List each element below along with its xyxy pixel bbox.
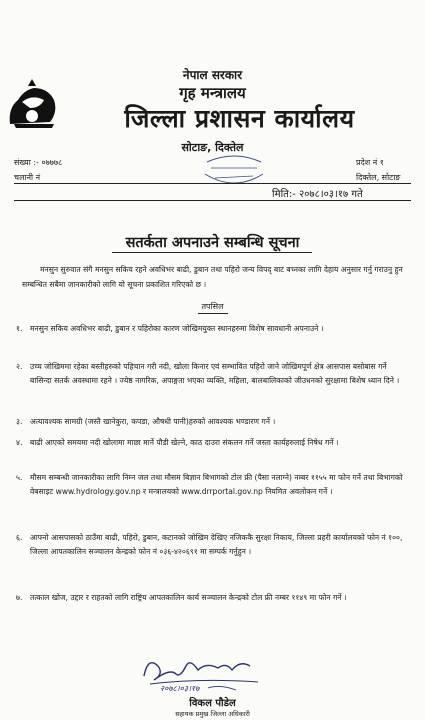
signature-date: २०७८।०३।१७	[160, 684, 200, 693]
list-item	[16, 591, 410, 605]
item-text: उच्च जोखिममा रहेका बस्तीहरुको पहिचान गरी नदी, खोला किनार एवं सम्भावित पहिरो जाने जोखिमपूर्ण क्षेत्र आसपास बसोबास गर्ने बासिन्दा सतर्क अवस्थामा रहने । ज्येष्ठ नागरिक, अपाङ्गता भएका व्यक्ति, महिला, बालबालिकाको जीउधनको सुरक्षामा बिशेष ध्यान दिने ।	[30, 362, 400, 386]
item-number: ७.	[16, 593, 23, 602]
list-item	[16, 471, 410, 500]
item-text: आफ्नो आसपासको ठाउँमा बाढी, पहिरो, डुबान, कटानको जोखिम देखिए नजिककै सुरक्षा निकाय, जिल्ला प्रहरी कार्यालयको फोन नं १००, जिल्ला आपतकालिन सञ्चालन केन्द्रको फोन नं ०३६-४२०६९१ मा सम्पर्क गर्नुहुन ।	[30, 533, 403, 557]
item-number: २.	[16, 362, 23, 371]
list-item	[16, 360, 410, 389]
office-location: दिक्तेल, सोटाङ	[356, 173, 401, 182]
header-location: सोटाङ, दिक्तेल	[181, 141, 244, 154]
reference-number: संख्या :- ०७७७८	[14, 158, 63, 167]
item-text: तत्काल खोज, उद्दार र राहतको लागि राष्ट्रिय आपतकालिन कार्य सञ्चालन केन्द्रको टोल फ्री नम्बर ११४९ मा फोन गर्ने ।	[30, 593, 347, 602]
item-number: ३.	[16, 417, 23, 426]
details-subheading: तपसिल	[201, 302, 224, 311]
item-text: बाढी आएको समयमा नदी खोलामा माछा मार्ने पौडी खेल्ने, काठ दाउरा संकलन गर्ने जस्ता कार्यहरुलाई निषेध गर्ने ।	[30, 438, 339, 447]
date-divider	[14, 200, 411, 201]
list-item	[16, 322, 410, 336]
dispatch-number: चलानी नं	[14, 173, 41, 182]
list-item	[16, 436, 410, 450]
item-text: मनसुन सकिय अवधिभर बाढी, डुबान र पहिरोका कारण जोखिमयुक्त स्थानहरुमा विशेष सावधानी अपनाउने ।	[30, 324, 324, 333]
signatory-name: विकल पौडेल	[189, 698, 236, 709]
item-text: मौसम सम्बन्धी जानकारीका लागि निम्न जल तथा मौसम बिज्ञान बिभागको टोल फ्री (पैसा नलाग्ने) नम्बर ११५५ मा फोन गर्ने तथा बिभागको वेबसाइट www.hydrology.gov.np र मन्त्रालयको www.drrportal.gov.np नियमित अवलोकन गर्ने ।	[30, 473, 403, 497]
header-divider	[14, 183, 411, 184]
header-office: जिल्ला प्रशासन कार्यालय	[124, 104, 355, 133]
notice-intro: मनसुन सुरुवात संगै मनसुन सकिय रहने अवधिभर बाढी, डुबान तथा पहिरो जन्य विपद् बाट बच्नका लागि देहाय अनुसार गर्नु गराउनु हुन सम्बन्धित सबैमा जानकारीको लागि यो सूचना प्रकाशित गरिएको छ ।	[22, 265, 403, 289]
header-ministry: गृह मन्त्रालय	[179, 84, 246, 102]
header-government: नेपाल सरकार	[182, 68, 243, 82]
title-underline	[112, 252, 312, 253]
signatory-designation: सहायक प्रमुख जिल्ला अधिकारी	[175, 710, 250, 718]
item-number: ४.	[16, 438, 23, 447]
office-stamp-icon	[201, 152, 267, 190]
list-item	[16, 415, 410, 429]
item-text: अत्यावश्यक सामग्री (जस्तै खानेकुरा, कपडा, औषधी पानी)हरुको आवश्यक भण्डारण गर्ने ।	[30, 417, 276, 426]
subheading-underline	[198, 313, 228, 314]
item-number: १.	[16, 324, 23, 333]
list-item	[16, 531, 410, 560]
notice-date: मिति:- २०७८।०३।१७ गते	[272, 189, 363, 200]
notice-title: सतर्कता अपनाउने सम्बन्धि सूचना	[125, 235, 300, 251]
item-number: ५.	[16, 473, 23, 482]
item-number: ६.	[16, 533, 23, 542]
province-number: प्रदेश नं १	[356, 158, 384, 167]
